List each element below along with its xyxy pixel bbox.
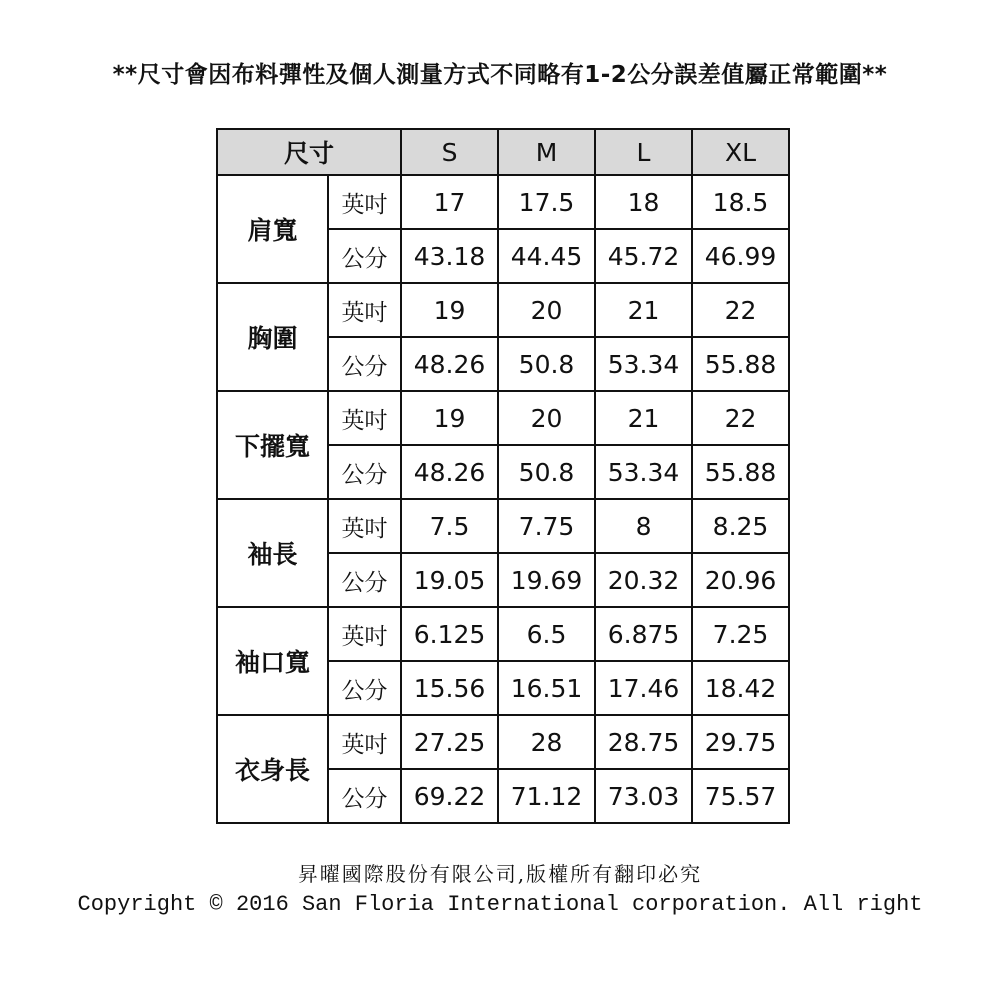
value-cell: 73.03: [595, 769, 692, 823]
unit-inch-label: 英吋: [328, 283, 401, 337]
value-cell: 27.25: [401, 715, 498, 769]
value-cell: 21: [595, 283, 692, 337]
value-cell: 20.32: [595, 553, 692, 607]
table-body: [217, 175, 789, 823]
value-cell: 71.12: [498, 769, 595, 823]
footer-company: 昇曜國際股份有限公司,版權所有翻印必究: [297, 862, 703, 886]
value-cell: 21: [595, 391, 692, 445]
value-cell: 15.56: [401, 661, 498, 715]
value-cell: 20: [498, 391, 595, 445]
unit-cm-label: 公分: [328, 553, 401, 607]
table-row: [217, 499, 789, 553]
table-row: [217, 283, 789, 337]
value-cell: 19: [401, 391, 498, 445]
size-chart-table: [216, 128, 790, 824]
value-cell: 17: [401, 175, 498, 229]
value-cell: 53.34: [595, 337, 692, 391]
unit-inch-label: 英吋: [328, 607, 401, 661]
header-size-label: 尺寸: [217, 129, 401, 175]
header-size-m: M: [498, 129, 595, 175]
header-size-xl: XL: [692, 129, 789, 175]
value-cell: 19.05: [401, 553, 498, 607]
measure-label: 衣身長: [217, 715, 328, 823]
value-cell: 48.26: [401, 445, 498, 499]
value-cell: 22: [692, 391, 789, 445]
value-cell: 22: [692, 283, 789, 337]
value-cell: 20.96: [692, 553, 789, 607]
value-cell: 50.8: [498, 337, 595, 391]
value-cell: 6.125: [401, 607, 498, 661]
value-cell: 18: [595, 175, 692, 229]
value-cell: 17.5: [498, 175, 595, 229]
measure-label: 袖長: [217, 499, 328, 607]
value-cell: 46.99: [692, 229, 789, 283]
table-row: [217, 607, 789, 661]
table-row: [217, 391, 789, 445]
header-size-l: L: [595, 129, 692, 175]
unit-inch-label: 英吋: [328, 175, 401, 229]
value-cell: 43.18: [401, 229, 498, 283]
measure-label: 袖口寬: [217, 607, 328, 715]
value-cell: 55.88: [692, 445, 789, 499]
unit-inch-label: 英吋: [328, 499, 401, 553]
unit-cm-label: 公分: [328, 769, 401, 823]
value-cell: 28.75: [595, 715, 692, 769]
value-cell: 45.72: [595, 229, 692, 283]
unit-cm-label: 公分: [328, 229, 401, 283]
value-cell: 7.75: [498, 499, 595, 553]
measure-label: 胸圍: [217, 283, 328, 391]
table-row: [217, 175, 789, 229]
value-cell: 69.22: [401, 769, 498, 823]
value-cell: 50.8: [498, 445, 595, 499]
value-cell: 6.875: [595, 607, 692, 661]
measure-label: 下擺寬: [217, 391, 328, 499]
value-cell: 19.69: [498, 553, 595, 607]
value-cell: 19: [401, 283, 498, 337]
value-cell: 7.25: [692, 607, 789, 661]
value-cell: 44.45: [498, 229, 595, 283]
value-cell: 18.5: [692, 175, 789, 229]
measure-label: 肩寬: [217, 175, 328, 283]
value-cell: 17.46: [595, 661, 692, 715]
value-cell: 8: [595, 499, 692, 553]
value-cell: 55.88: [692, 337, 789, 391]
unit-cm-label: 公分: [328, 445, 401, 499]
value-cell: 16.51: [498, 661, 595, 715]
table-row: [217, 715, 789, 769]
unit-cm-label: 公分: [328, 337, 401, 391]
value-cell: 7.5: [401, 499, 498, 553]
value-cell: 6.5: [498, 607, 595, 661]
unit-inch-label: 英吋: [328, 391, 401, 445]
value-cell: 20: [498, 283, 595, 337]
value-cell: 8.25: [692, 499, 789, 553]
value-cell: 48.26: [401, 337, 498, 391]
unit-inch-label: 英吋: [328, 715, 401, 769]
size-notice: **尺寸會因布料彈性及個人測量方式不同略有1-2公分誤差值屬正常範圍**: [112, 62, 888, 88]
header-size-s: S: [401, 129, 498, 175]
value-cell: 75.57: [692, 769, 789, 823]
unit-cm-label: 公分: [328, 661, 401, 715]
value-cell: 28: [498, 715, 595, 769]
value-cell: 18.42: [692, 661, 789, 715]
value-cell: 53.34: [595, 445, 692, 499]
value-cell: 29.75: [692, 715, 789, 769]
table-header-row: [217, 129, 789, 175]
footer-copyright: Copyright © 2016 San Floria International corporation. All right: [77, 892, 923, 917]
